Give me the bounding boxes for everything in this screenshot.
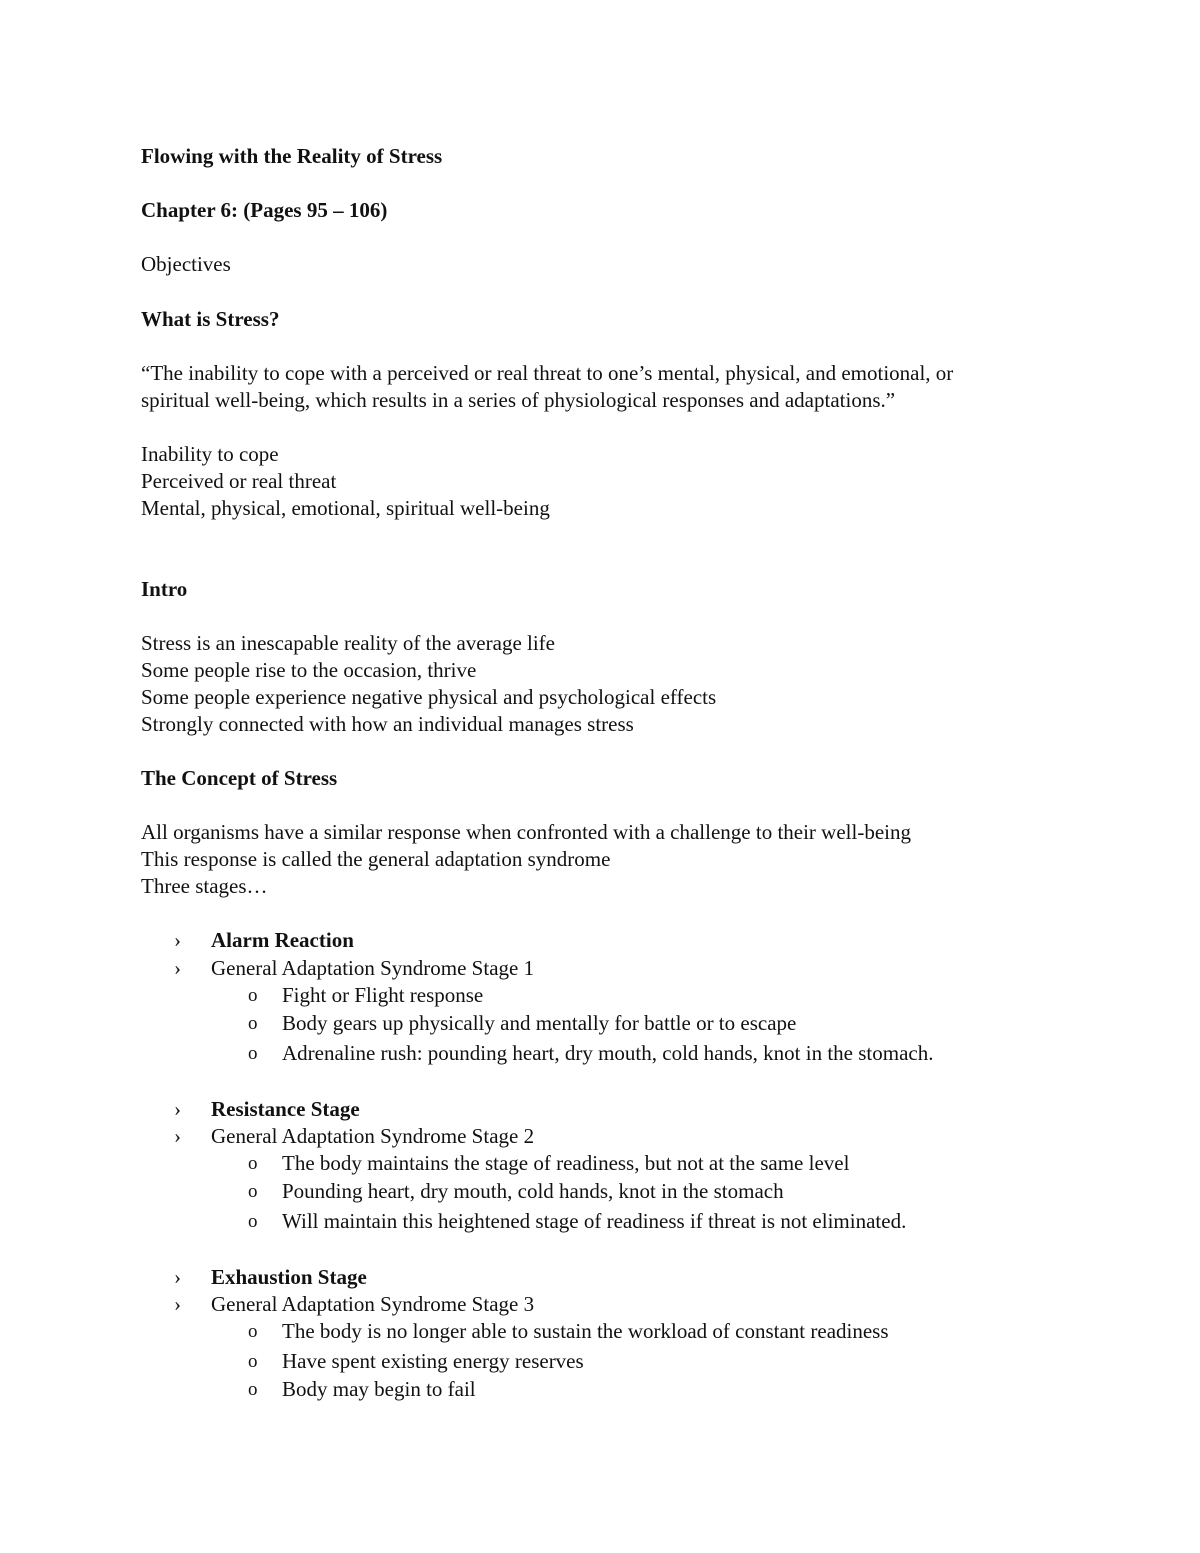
stage-subtitle: General Adaptation Syndrome Stage 3 xyxy=(211,1292,535,1316)
key-point: Perceived or real threat xyxy=(141,469,337,493)
circle-bullet-icon: o xyxy=(248,1379,258,1400)
circle-bullet-icon: o xyxy=(248,1043,258,1064)
concept-heading: The Concept of Stress xyxy=(141,766,338,790)
arrow-bullet-icon: › xyxy=(174,1292,181,1316)
stage-item: Adrenaline rush: pounding heart, dry mouth, cold hands, knot in the stomach. xyxy=(282,1041,934,1065)
document-title: Flowing with the Reality of Stress xyxy=(141,144,443,168)
key-point: Mental, physical, emotional, spiritual well-being xyxy=(141,496,550,520)
stage-item: Pounding heart, dry mouth, cold hands, knot in the stomach xyxy=(282,1179,784,1203)
circle-bullet-icon: o xyxy=(248,985,258,1006)
stage-item: The body is no longer able to sustain the workload of constant readiness xyxy=(282,1319,889,1343)
what-is-stress-heading: What is Stress? xyxy=(141,307,280,331)
intro-point: Some people rise to the occasion, thrive xyxy=(141,658,477,682)
arrow-bullet-icon: › xyxy=(174,1124,181,1148)
definition-line: “The inability to cope with a perceived or real threat to one’s mental, physical, and emotional, or xyxy=(141,361,954,385)
stage-item: The body maintains the stage of readiness, but not at the same level xyxy=(282,1151,850,1175)
stage-item: Body may begin to fail xyxy=(282,1377,476,1401)
stage-item: Fight or Flight response xyxy=(282,983,484,1007)
circle-bullet-icon: o xyxy=(248,1321,258,1342)
stage-name: Alarm Reaction xyxy=(211,928,354,952)
intro-point: Stress is an inescapable reality of the average life xyxy=(141,631,555,655)
intro-point: Strongly connected with how an individual manages stress xyxy=(141,712,634,736)
definition-line: spiritual well-being, which results in a series of physiological responses and adaptations.” xyxy=(141,388,896,412)
circle-bullet-icon: o xyxy=(248,1351,258,1372)
arrow-bullet-icon: › xyxy=(174,956,181,980)
arrow-bullet-icon: › xyxy=(174,928,181,952)
chapter-heading: Chapter 6: (Pages 95 – 106) xyxy=(141,198,388,222)
circle-bullet-icon: o xyxy=(248,1013,258,1034)
intro-heading: Intro xyxy=(141,577,188,601)
concept-point: All organisms have a similar response when confronted with a challenge to their well-being xyxy=(141,820,911,844)
objectives-label: Objectives xyxy=(141,252,231,276)
circle-bullet-icon: o xyxy=(248,1181,258,1202)
stage-item: Will maintain this heightened stage of readiness if threat is not eliminated. xyxy=(282,1209,907,1233)
stage-name: Resistance Stage xyxy=(211,1097,360,1121)
stage-item: Have spent existing energy reserves xyxy=(282,1349,584,1373)
arrow-bullet-icon: › xyxy=(174,1265,181,1289)
circle-bullet-icon: o xyxy=(248,1211,258,1232)
arrow-bullet-icon: › xyxy=(174,1097,181,1121)
circle-bullet-icon: o xyxy=(248,1153,258,1174)
intro-point: Some people experience negative physical and psychological effects xyxy=(141,685,717,709)
concept-point: This response is called the general adaptation syndrome xyxy=(141,847,611,871)
key-point: Inability to cope xyxy=(141,442,279,466)
stage-name: Exhaustion Stage xyxy=(211,1265,367,1289)
stage-subtitle: General Adaptation Syndrome Stage 1 xyxy=(211,956,535,980)
stage-item: Body gears up physically and mentally for battle or to escape xyxy=(282,1011,797,1035)
concept-point: Three stages… xyxy=(141,874,268,898)
stage-subtitle: General Adaptation Syndrome Stage 2 xyxy=(211,1124,535,1148)
